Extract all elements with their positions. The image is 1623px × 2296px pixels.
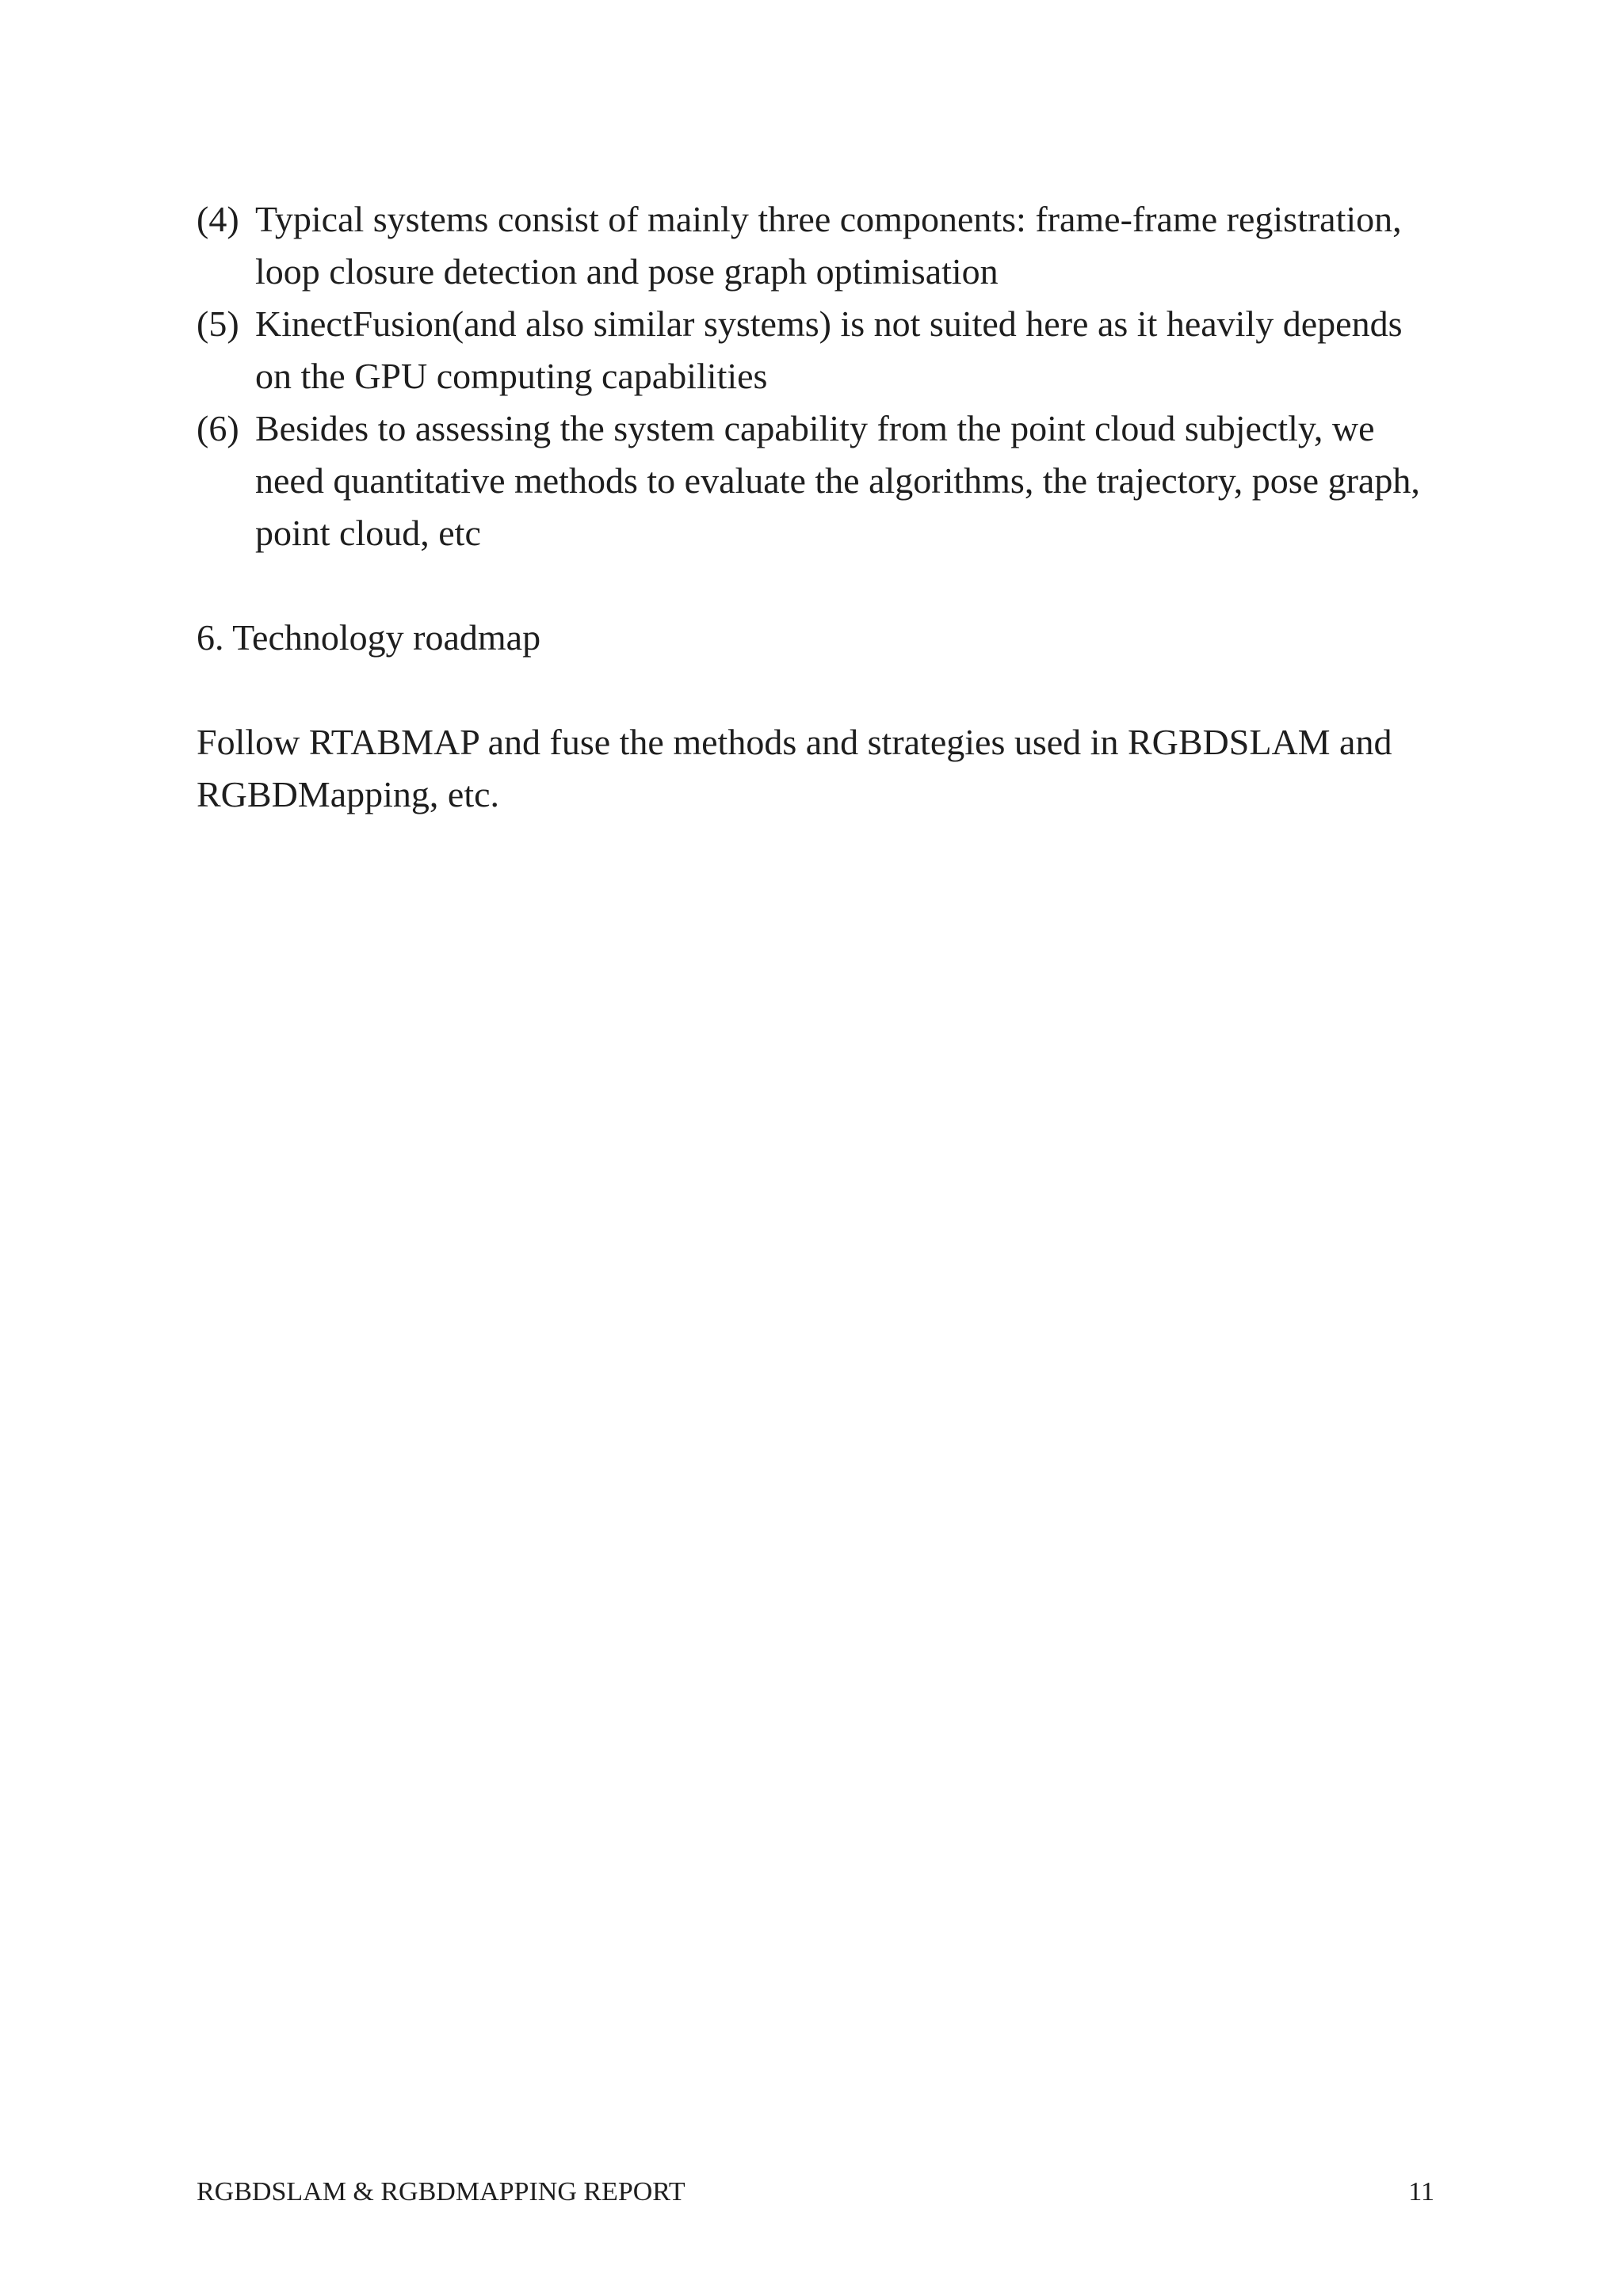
list-item-number: (4) — [197, 199, 239, 239]
page-number: 11 — [1408, 2177, 1434, 2206]
page-footer — [197, 2176, 1434, 2208]
footer-title: RGBDSLAM & RGBDMAPPING REPORT — [197, 2177, 685, 2206]
page-content — [197, 193, 1433, 821]
list-item-text: Besides to assessing the system capability from the point cloud subjectly, we need quantitative methods to evaluate the algorithms, the trajectory, pose graph, point cloud, etc — [255, 408, 1420, 553]
list-item-text: Typical systems consist of mainly three components: frame-frame registration, loop closure detection and pose graph optimisation — [255, 199, 1402, 292]
list-item-text: KinectFusion(and also similar systems) is not suited here as it heavily depends on the GPU computing capabilities — [255, 303, 1403, 396]
list-item — [197, 298, 1433, 402]
section-paragraph: Follow RTABMAP and fuse the methods and strategies used in RGBDSLAM and RGBDMapping, etc. — [197, 722, 1392, 814]
list-item — [197, 193, 1433, 298]
list-item-number: (5) — [197, 303, 239, 344]
list-item — [197, 402, 1433, 559]
numbered-list — [197, 193, 1433, 559]
section-heading: 6. Technology roadmap — [197, 617, 541, 658]
list-item-number: (6) — [197, 408, 239, 448]
